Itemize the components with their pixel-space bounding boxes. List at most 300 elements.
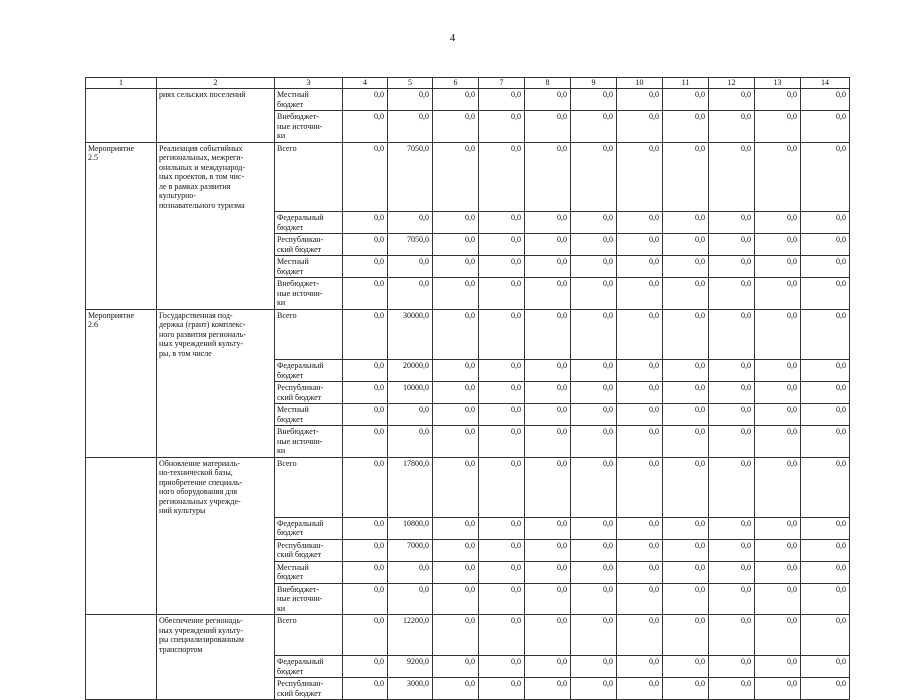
value-cell: 0,0: [571, 678, 617, 700]
value-cell: 0,0: [343, 517, 388, 539]
value-cell: 0,0: [663, 212, 709, 234]
value-cell: 0,0: [617, 111, 663, 143]
value-cell: 30000,0: [388, 309, 433, 360]
funding-source-cell: Всего: [275, 457, 343, 517]
value-cell: 0,0: [755, 256, 801, 278]
value-cell: 0,0: [343, 256, 388, 278]
event-cell: [86, 426, 157, 458]
value-cell: 0,0: [709, 457, 755, 517]
value-cell: 0,0: [571, 212, 617, 234]
value-cell: 0,0: [709, 656, 755, 678]
description-cell: [157, 561, 275, 583]
value-cell: 0,0: [709, 561, 755, 583]
description-cell: [157, 360, 275, 382]
value-cell: 0,0: [388, 404, 433, 426]
description-cell: риях сельских поселений: [157, 89, 275, 111]
value-cell: 0,0: [479, 583, 525, 615]
value-cell: 0,0: [801, 382, 850, 404]
description-cell: [157, 234, 275, 256]
value-cell: 0,0: [709, 583, 755, 615]
value-cell: 0,0: [433, 382, 479, 404]
funding-source-cell: Внебюджет- ные источни- ки: [275, 111, 343, 143]
value-cell: 0,0: [479, 142, 525, 212]
value-cell: 0,0: [343, 656, 388, 678]
table-row: [86, 426, 850, 458]
value-cell: 0,0: [663, 382, 709, 404]
value-cell: 0,0: [525, 382, 571, 404]
value-cell: 0,0: [663, 404, 709, 426]
value-cell: 0,0: [663, 142, 709, 212]
value-cell: 7000,0: [388, 539, 433, 561]
event-cell: [86, 360, 157, 382]
value-cell: 0,0: [433, 404, 479, 426]
value-cell: 0,0: [525, 309, 571, 360]
value-cell: 0,0: [525, 457, 571, 517]
value-cell: 0,0: [801, 234, 850, 256]
column-header-2: 2: [157, 78, 275, 89]
column-header-10: 10: [617, 78, 663, 89]
table-row: [86, 278, 850, 310]
value-cell: 0,0: [479, 234, 525, 256]
funding-source-cell: Всего: [275, 309, 343, 360]
value-cell: 0,0: [571, 278, 617, 310]
value-cell: 0,0: [525, 234, 571, 256]
funding-source-cell: Местный бюджет: [275, 89, 343, 111]
table-row: [86, 404, 850, 426]
value-cell: 0,0: [755, 142, 801, 212]
value-cell: 0,0: [479, 426, 525, 458]
value-cell: 0,0: [525, 561, 571, 583]
value-cell: 0,0: [709, 142, 755, 212]
value-cell: 0,0: [663, 539, 709, 561]
value-cell: 0,0: [801, 583, 850, 615]
funding-source-cell: Республикан- ский бюджет: [275, 382, 343, 404]
value-cell: 0,0: [663, 234, 709, 256]
value-cell: 0,0: [571, 656, 617, 678]
value-cell: 0,0: [479, 256, 525, 278]
description-cell: Реализация событийных региональных, межреги- ональных и международ- ных проектов, в том чис- ле в рамках развития культурно- познавательного туризма: [157, 142, 275, 212]
value-cell: 0,0: [571, 111, 617, 143]
value-cell: 0,0: [525, 278, 571, 310]
value-cell: 0,0: [709, 234, 755, 256]
column-header-6: 6: [433, 78, 479, 89]
description-cell: Обеспечение регионадь- ных учреждений культу- ры специализированным транспортом: [157, 615, 275, 656]
value-cell: 0,0: [801, 256, 850, 278]
value-cell: 0,0: [525, 142, 571, 212]
description-cell: [157, 212, 275, 234]
value-cell: 0,0: [709, 615, 755, 656]
description-cell: [157, 656, 275, 678]
value-cell: 0,0: [525, 656, 571, 678]
value-cell: 0,0: [801, 309, 850, 360]
value-cell: 0,0: [433, 212, 479, 234]
value-cell: 0,0: [617, 517, 663, 539]
event-cell: [86, 89, 157, 111]
value-cell: 0,0: [525, 89, 571, 111]
value-cell: 0,0: [525, 212, 571, 234]
value-cell: 0,0: [479, 278, 525, 310]
value-cell: 0,0: [571, 517, 617, 539]
value-cell: 0,0: [479, 404, 525, 426]
value-cell: 0,0: [433, 426, 479, 458]
value-cell: 0,0: [525, 360, 571, 382]
value-cell: 0,0: [571, 142, 617, 212]
value-cell: 0,0: [479, 539, 525, 561]
event-cell: [86, 457, 157, 517]
value-cell: 0,0: [801, 404, 850, 426]
value-cell: 0,0: [617, 457, 663, 517]
funding-source-cell: Внебюджет- ные источни- ки: [275, 278, 343, 310]
table-row: [86, 656, 850, 678]
event-cell: [86, 678, 157, 700]
table-row: [86, 382, 850, 404]
value-cell: 0,0: [479, 561, 525, 583]
value-cell: 9200,0: [388, 656, 433, 678]
value-cell: 0,0: [388, 212, 433, 234]
funding-source-cell: Республикан- ский бюджет: [275, 234, 343, 256]
value-cell: 0,0: [617, 404, 663, 426]
event-cell: [86, 382, 157, 404]
table-row: [86, 583, 850, 615]
event-cell: [86, 615, 157, 656]
value-cell: 0,0: [663, 426, 709, 458]
value-cell: 0,0: [801, 517, 850, 539]
funding-source-cell: Республикан- ский бюджет: [275, 539, 343, 561]
event-cell: [86, 583, 157, 615]
column-header-3: 3: [275, 78, 343, 89]
value-cell: 7050,0: [388, 234, 433, 256]
value-cell: 0,0: [343, 212, 388, 234]
value-cell: 0,0: [755, 561, 801, 583]
value-cell: 0,0: [663, 656, 709, 678]
table-row: [86, 234, 850, 256]
description-cell: Обновление материаль- но-технической базы, приобретение специаль- ного оборудования для региональных учрежде- ний культуры: [157, 457, 275, 517]
event-cell: [86, 539, 157, 561]
value-cell: 0,0: [571, 561, 617, 583]
funding-source-cell: Местный бюджет: [275, 256, 343, 278]
value-cell: 0,0: [433, 360, 479, 382]
value-cell: 0,0: [755, 360, 801, 382]
value-cell: 0,0: [571, 426, 617, 458]
value-cell: 0,0: [571, 539, 617, 561]
table-row: [86, 309, 850, 360]
table-row: [86, 142, 850, 212]
value-cell: 0,0: [571, 382, 617, 404]
value-cell: 0,0: [663, 517, 709, 539]
funding-source-cell: Федеральный бюджет: [275, 212, 343, 234]
value-cell: 0,0: [709, 382, 755, 404]
page-number: 4: [449, 32, 456, 44]
value-cell: 0,0: [525, 678, 571, 700]
table-body: [86, 78, 850, 700]
value-cell: 0,0: [663, 360, 709, 382]
value-cell: 0,0: [709, 89, 755, 111]
value-cell: 0,0: [433, 561, 479, 583]
value-cell: 0,0: [433, 539, 479, 561]
value-cell: 0,0: [571, 234, 617, 256]
value-cell: 0,0: [801, 457, 850, 517]
event-cell: [86, 517, 157, 539]
value-cell: 0,0: [801, 360, 850, 382]
value-cell: 0,0: [571, 615, 617, 656]
value-cell: 0,0: [343, 583, 388, 615]
value-cell: 0,0: [343, 678, 388, 700]
value-cell: 0,0: [343, 89, 388, 111]
description-cell: [157, 539, 275, 561]
value-cell: 0,0: [343, 457, 388, 517]
value-cell: 0,0: [525, 404, 571, 426]
event-cell: [86, 404, 157, 426]
column-header-9: 9: [571, 78, 617, 89]
funding-source-cell: Всего: [275, 615, 343, 656]
funding-source-cell: Местный бюджет: [275, 561, 343, 583]
value-cell: 0,0: [343, 278, 388, 310]
value-cell: 0,0: [479, 212, 525, 234]
event-cell: [86, 561, 157, 583]
column-header-8: 8: [525, 78, 571, 89]
table-row: [86, 561, 850, 583]
value-cell: 0,0: [433, 457, 479, 517]
value-cell: 0,0: [617, 278, 663, 310]
value-cell: 0,0: [388, 256, 433, 278]
column-number-row: [86, 78, 850, 89]
value-cell: 0,0: [479, 360, 525, 382]
table-row: [86, 89, 850, 111]
value-cell: 0,0: [801, 212, 850, 234]
value-cell: 0,0: [388, 111, 433, 143]
value-cell: 0,0: [709, 678, 755, 700]
event-cell: [86, 234, 157, 256]
value-cell: 0,0: [617, 89, 663, 111]
event-cell: [86, 111, 157, 143]
value-cell: 0,0: [571, 360, 617, 382]
value-cell: 0,0: [801, 561, 850, 583]
table-row: [86, 256, 850, 278]
event-cell: [86, 256, 157, 278]
column-header-1: 1: [86, 78, 157, 89]
value-cell: 0,0: [343, 234, 388, 256]
value-cell: 0,0: [571, 89, 617, 111]
value-cell: 0,0: [617, 256, 663, 278]
value-cell: 0,0: [709, 309, 755, 360]
value-cell: 0,0: [388, 89, 433, 111]
value-cell: 0,0: [479, 111, 525, 143]
value-cell: 0,0: [709, 278, 755, 310]
value-cell: 0,0: [755, 234, 801, 256]
value-cell: 0,0: [433, 678, 479, 700]
funding-source-cell: Внебюджет- ные источни- ки: [275, 426, 343, 458]
value-cell: 0,0: [388, 561, 433, 583]
value-cell: 0,0: [617, 426, 663, 458]
value-cell: 0,0: [663, 561, 709, 583]
column-header-14: 14: [801, 78, 850, 89]
value-cell: 0,0: [801, 656, 850, 678]
value-cell: 0,0: [801, 426, 850, 458]
value-cell: 0,0: [433, 517, 479, 539]
funding-source-cell: Республикан- ский бюджет: [275, 678, 343, 700]
table-row: [86, 111, 850, 143]
value-cell: 0,0: [709, 404, 755, 426]
value-cell: 0,0: [479, 678, 525, 700]
value-cell: 0,0: [755, 656, 801, 678]
value-cell: 0,0: [801, 89, 850, 111]
value-cell: 0,0: [343, 426, 388, 458]
value-cell: 0,0: [479, 309, 525, 360]
value-cell: 0,0: [388, 426, 433, 458]
value-cell: 0,0: [343, 539, 388, 561]
value-cell: 0,0: [617, 583, 663, 615]
value-cell: 0,0: [433, 142, 479, 212]
value-cell: 0,0: [709, 111, 755, 143]
budget-table: [85, 77, 850, 700]
table-row: [86, 539, 850, 561]
value-cell: 0,0: [388, 583, 433, 615]
value-cell: 0,0: [755, 426, 801, 458]
funding-source-cell: Всего: [275, 142, 343, 212]
value-cell: 0,0: [343, 360, 388, 382]
value-cell: 10800,0: [388, 517, 433, 539]
column-header-12: 12: [709, 78, 755, 89]
value-cell: 0,0: [525, 615, 571, 656]
event-cell: [86, 278, 157, 310]
value-cell: 0,0: [479, 382, 525, 404]
value-cell: 0,0: [755, 583, 801, 615]
value-cell: 0,0: [709, 517, 755, 539]
table-row: [86, 615, 850, 656]
table-row: [86, 517, 850, 539]
description-cell: [157, 678, 275, 700]
value-cell: 0,0: [479, 656, 525, 678]
value-cell: 0,0: [755, 111, 801, 143]
value-cell: 0,0: [801, 539, 850, 561]
column-header-11: 11: [663, 78, 709, 89]
value-cell: 0,0: [801, 678, 850, 700]
value-cell: 0,0: [663, 309, 709, 360]
value-cell: 0,0: [755, 278, 801, 310]
value-cell: 0,0: [755, 457, 801, 517]
table-row: [86, 212, 850, 234]
value-cell: 0,0: [617, 615, 663, 656]
value-cell: 0,0: [343, 382, 388, 404]
description-cell: [157, 517, 275, 539]
value-cell: 0,0: [709, 212, 755, 234]
value-cell: 0,0: [571, 256, 617, 278]
table-row: [86, 457, 850, 517]
value-cell: 0,0: [709, 256, 755, 278]
value-cell: 3000,0: [388, 678, 433, 700]
value-cell: 0,0: [617, 539, 663, 561]
value-cell: 0,0: [343, 561, 388, 583]
description-cell: [157, 278, 275, 310]
event-cell: [86, 656, 157, 678]
value-cell: 0,0: [479, 457, 525, 517]
value-cell: 0,0: [433, 234, 479, 256]
description-cell: [157, 426, 275, 458]
value-cell: 0,0: [755, 89, 801, 111]
value-cell: 0,0: [755, 382, 801, 404]
value-cell: 12200,0: [388, 615, 433, 656]
value-cell: 0,0: [755, 615, 801, 656]
value-cell: 0,0: [617, 234, 663, 256]
value-cell: 0,0: [343, 404, 388, 426]
value-cell: 0,0: [571, 583, 617, 615]
value-cell: 0,0: [617, 382, 663, 404]
value-cell: 0,0: [433, 583, 479, 615]
value-cell: 0,0: [525, 539, 571, 561]
column-header-7: 7: [479, 78, 525, 89]
description-cell: [157, 583, 275, 615]
value-cell: 0,0: [617, 212, 663, 234]
funding-source-cell: Федеральный бюджет: [275, 656, 343, 678]
value-cell: 0,0: [433, 278, 479, 310]
value-cell: 0,0: [801, 278, 850, 310]
table-row: [86, 360, 850, 382]
value-cell: 0,0: [525, 517, 571, 539]
column-header-4: 4: [343, 78, 388, 89]
value-cell: 0,0: [617, 561, 663, 583]
value-cell: 0,0: [479, 615, 525, 656]
table-row: [86, 678, 850, 700]
value-cell: 0,0: [709, 539, 755, 561]
value-cell: 0,0: [663, 256, 709, 278]
value-cell: 0,0: [663, 583, 709, 615]
value-cell: 0,0: [433, 615, 479, 656]
value-cell: 0,0: [525, 426, 571, 458]
event-cell: [86, 212, 157, 234]
value-cell: 0,0: [343, 309, 388, 360]
event-cell: Мероприятие 2.6: [86, 309, 157, 360]
funding-source-cell: Федеральный бюджет: [275, 517, 343, 539]
value-cell: 10000,0: [388, 382, 433, 404]
value-cell: 0,0: [663, 615, 709, 656]
description-cell: [157, 382, 275, 404]
value-cell: 0,0: [755, 212, 801, 234]
value-cell: 0,0: [801, 615, 850, 656]
value-cell: 0,0: [433, 256, 479, 278]
description-cell: [157, 111, 275, 143]
value-cell: 0,0: [663, 89, 709, 111]
value-cell: 0,0: [479, 517, 525, 539]
value-cell: 0,0: [617, 360, 663, 382]
value-cell: 0,0: [755, 539, 801, 561]
value-cell: 0,0: [663, 278, 709, 310]
column-header-5: 5: [388, 78, 433, 89]
value-cell: 0,0: [433, 309, 479, 360]
value-cell: 0,0: [343, 111, 388, 143]
value-cell: 0,0: [343, 615, 388, 656]
value-cell: 0,0: [755, 517, 801, 539]
value-cell: 0,0: [525, 111, 571, 143]
value-cell: 0,0: [479, 89, 525, 111]
value-cell: 0,0: [388, 278, 433, 310]
value-cell: 20000,0: [388, 360, 433, 382]
value-cell: 0,0: [571, 457, 617, 517]
value-cell: 0,0: [663, 678, 709, 700]
value-cell: 0,0: [617, 142, 663, 212]
description-cell: [157, 256, 275, 278]
description-cell: Государственная под- держка (грант) комплекс- ного развития региональ- ных учреждений культу- ры, в том числе: [157, 309, 275, 360]
value-cell: 0,0: [663, 457, 709, 517]
value-cell: 0,0: [525, 583, 571, 615]
value-cell: 0,0: [433, 89, 479, 111]
value-cell: 0,0: [343, 142, 388, 212]
value-cell: 0,0: [525, 256, 571, 278]
value-cell: 0,0: [617, 309, 663, 360]
funding-source-cell: Федеральный бюджет: [275, 360, 343, 382]
description-cell: [157, 404, 275, 426]
value-cell: 0,0: [801, 142, 850, 212]
value-cell: 0,0: [617, 678, 663, 700]
